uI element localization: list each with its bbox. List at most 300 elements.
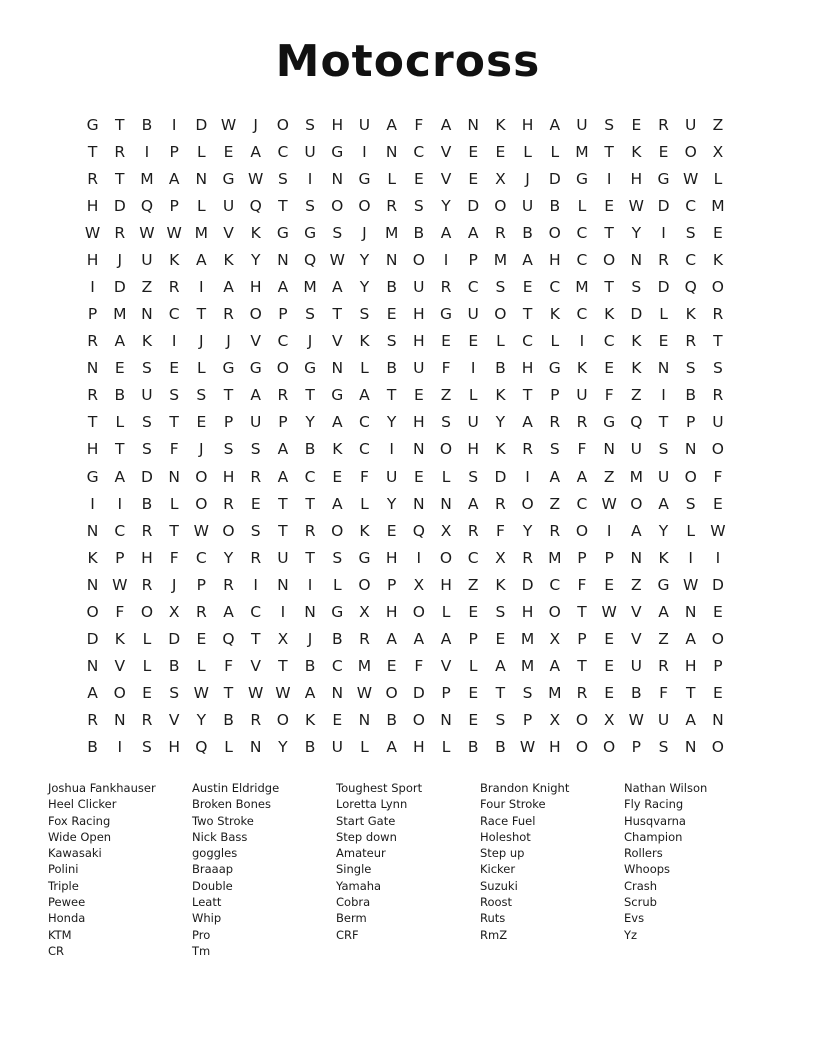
- grid-letter: U: [277, 548, 289, 567]
- word-list-item: Amateur: [336, 846, 386, 861]
- grid-letter: N: [440, 711, 452, 730]
- grid-letter: P: [115, 548, 125, 567]
- grid-letter: R: [114, 223, 126, 242]
- grid-letter: I: [606, 169, 612, 188]
- grid-letter: K: [223, 250, 234, 269]
- grid-letter: R: [87, 169, 98, 188]
- grid-letter: A: [277, 278, 289, 296]
- grid-letter: C: [250, 602, 262, 621]
- grid-letter: D: [86, 630, 99, 649]
- grid-letter: C: [576, 250, 588, 269]
- word-list-item: Step up: [480, 846, 525, 861]
- grid-letter: E: [196, 413, 207, 432]
- grid-letter: W: [601, 494, 617, 513]
- grid-letter: D: [630, 305, 643, 324]
- grid-letter: C: [359, 440, 370, 459]
- grid-letter: G: [276, 223, 289, 242]
- grid-letter: A: [331, 278, 343, 296]
- word-list-item: Nick Bass: [192, 829, 248, 844]
- grid-letter: N: [86, 657, 99, 676]
- grid-letter: U: [576, 115, 588, 134]
- grid-letter: E: [713, 602, 723, 621]
- grid-letter: C: [195, 548, 207, 567]
- grid-letter: B: [549, 196, 561, 215]
- grid-letter: K: [87, 548, 98, 567]
- grid-letter: H: [168, 738, 180, 757]
- word-list-item: CR: [48, 943, 65, 958]
- grid-letter: R: [440, 278, 452, 296]
- grid-letter: L: [142, 657, 152, 676]
- grid-letter: A: [304, 684, 316, 703]
- grid-letter: L: [577, 196, 587, 215]
- grid-letter: V: [440, 657, 452, 676]
- grid-letter: A: [386, 738, 397, 757]
- grid-letter: R: [549, 413, 561, 432]
- grid-letter: Q: [412, 521, 425, 540]
- grid-letter: L: [197, 142, 206, 161]
- word-list-item: Braaap: [192, 862, 234, 877]
- grid-letter: G: [575, 169, 588, 188]
- grid-letter: N: [358, 711, 371, 730]
- grid-letter: Y: [522, 521, 533, 540]
- grid-letter: H: [249, 278, 262, 296]
- grid-letter: T: [495, 684, 506, 703]
- grid-letter: F: [577, 575, 587, 594]
- grid-letter: R: [712, 386, 724, 405]
- grid-letter: R: [87, 332, 98, 351]
- grid-letter: N: [86, 521, 99, 540]
- word-list-item: Brandon Knight: [480, 781, 570, 795]
- grid-letter: H: [385, 602, 398, 621]
- grid-letter: U: [304, 142, 316, 161]
- grid-letter: V: [168, 711, 180, 730]
- grid-letter: O: [684, 142, 697, 161]
- grid-letter: C: [549, 575, 561, 594]
- grid-letter: O: [276, 359, 289, 378]
- grid-letter: P: [169, 196, 179, 215]
- grid-letter: H: [86, 250, 99, 269]
- grid-letter: W: [601, 602, 617, 621]
- grid-letter: F: [659, 684, 668, 703]
- grid-letter: R: [223, 305, 234, 324]
- grid-letter: V: [631, 630, 642, 649]
- grid-letter: A: [331, 413, 343, 432]
- grid-letter: B: [467, 738, 479, 757]
- grid-letter: W: [220, 115, 237, 134]
- grid-letter: T: [604, 223, 614, 242]
- word-list-item: Joshua Fankhauser: [48, 781, 156, 795]
- grid-letter: O: [439, 440, 453, 459]
- grid-letter: A: [658, 602, 669, 621]
- grid-letter: E: [142, 684, 152, 703]
- grid-letter: C: [114, 521, 126, 540]
- word-list: [48, 780, 788, 959]
- grid-letter: O: [494, 196, 507, 215]
- grid-letter: O: [684, 467, 697, 486]
- grid-letter: P: [713, 657, 723, 676]
- grid-letter: A: [250, 142, 262, 161]
- grid-letter: F: [169, 548, 179, 567]
- grid-letter: U: [685, 115, 697, 134]
- grid-letter: M: [575, 278, 589, 296]
- grid-letter: O: [276, 711, 289, 730]
- grid-letter: S: [305, 305, 316, 324]
- grid-letter: R: [467, 521, 479, 540]
- word-list-column: [624, 780, 768, 959]
- grid-letter: D: [412, 684, 425, 703]
- grid-letter: I: [443, 250, 449, 269]
- grid-letter: L: [360, 494, 369, 513]
- grid-letter: R: [522, 548, 533, 567]
- grid-letter: I: [307, 575, 313, 594]
- grid-letter: N: [413, 494, 425, 513]
- grid-letter: R: [576, 413, 588, 432]
- grid-letter: M: [113, 305, 127, 324]
- grid-letter: R: [223, 494, 234, 513]
- grid-letter: E: [522, 278, 533, 296]
- grid-letter: O: [412, 602, 425, 621]
- grid-letter: K: [685, 305, 696, 324]
- grid-letter: A: [223, 278, 234, 296]
- grid-letter: S: [631, 278, 642, 296]
- grid-letter: C: [576, 223, 588, 242]
- grid-letter: R: [685, 332, 697, 351]
- grid-letter: F: [414, 115, 424, 134]
- word-list-item: Start Gate: [336, 813, 396, 828]
- grid-letter: N: [141, 305, 153, 324]
- grid-letter: T: [577, 602, 587, 621]
- grid-letter: C: [576, 494, 588, 513]
- grid-letter: R: [87, 386, 98, 405]
- grid-letter: Z: [658, 630, 669, 649]
- word-list-column: [480, 780, 624, 959]
- grid-letter: S: [250, 440, 261, 459]
- grid-letter: B: [685, 386, 697, 405]
- grid-letter: Z: [603, 467, 615, 486]
- grid-letter: I: [117, 494, 123, 513]
- word-list-item: Four Stroke: [480, 797, 546, 812]
- grid-letter: R: [195, 602, 207, 621]
- grid-letter: I: [253, 575, 258, 594]
- grid-letter: L: [550, 142, 560, 161]
- grid-letter: M: [357, 657, 372, 676]
- grid-letter: I: [470, 359, 476, 378]
- grid-letter: A: [277, 440, 289, 459]
- grid-letter: O: [575, 738, 589, 757]
- grid-letter: U: [413, 359, 425, 378]
- grid-letter: R: [304, 521, 316, 540]
- grid-letter: S: [305, 196, 316, 215]
- grid-letter: E: [468, 684, 479, 703]
- grid-letter: O: [385, 684, 398, 703]
- grid-letter: U: [331, 738, 343, 757]
- grid-letter: G: [358, 169, 371, 188]
- grid-letter: T: [522, 386, 533, 405]
- grid-letter: D: [521, 575, 534, 594]
- grid-letter: L: [224, 738, 233, 757]
- grid-letter: U: [630, 440, 643, 459]
- grid-letter: O: [276, 115, 289, 134]
- grid-letter: O: [113, 684, 126, 703]
- word-list-item: Tm: [192, 943, 211, 958]
- grid-letter: W: [329, 250, 345, 269]
- grid-letter: T: [278, 657, 288, 676]
- grid-letter: H: [86, 196, 99, 215]
- word-list-item: Leatt: [192, 895, 222, 910]
- grid-letter: P: [87, 305, 98, 324]
- grid-letter: H: [440, 575, 452, 594]
- grid-letter: F: [169, 440, 179, 459]
- grid-letter: K: [604, 305, 615, 324]
- grid-letter: T: [278, 196, 288, 215]
- grid-letter: G: [304, 223, 317, 242]
- grid-letter: T: [685, 684, 696, 703]
- grid-letter: E: [713, 223, 723, 242]
- grid-letter: N: [684, 738, 697, 757]
- grid-letter: I: [606, 521, 612, 540]
- grid-letter: D: [657, 278, 670, 296]
- grid-letter: O: [711, 738, 724, 757]
- grid-letter: K: [495, 115, 506, 134]
- grid-letter: S: [142, 738, 152, 757]
- grid-letter: N: [331, 684, 344, 703]
- word-list-item: Single: [336, 862, 372, 877]
- grid-letter: T: [658, 413, 669, 432]
- grid-letter: K: [576, 359, 588, 378]
- word-list-item: Two Stroke: [192, 813, 254, 828]
- grid-letter: N: [304, 602, 316, 621]
- grid-letter: S: [549, 440, 560, 459]
- grid-letter: Z: [467, 575, 479, 594]
- grid-letter: T: [87, 413, 98, 432]
- grid-letter: I: [525, 467, 530, 486]
- grid-letter: M: [548, 684, 562, 703]
- grid-letter: O: [358, 196, 371, 215]
- grid-letter: N: [168, 467, 180, 486]
- grid-letter: T: [522, 305, 533, 324]
- grid-letter: T: [250, 630, 261, 649]
- grid-letter: T: [196, 305, 207, 324]
- grid-letter: P: [278, 413, 288, 432]
- grid-letter: E: [468, 602, 479, 621]
- grid-letter: A: [549, 467, 561, 486]
- grid-letter: R: [141, 575, 153, 594]
- grid-letter: I: [90, 494, 95, 513]
- grid-letter: A: [250, 386, 262, 405]
- grid-letter: X: [495, 169, 506, 188]
- grid-letter: G: [222, 169, 235, 188]
- grid-letter: E: [468, 142, 479, 161]
- grid-letter: K: [305, 711, 316, 730]
- grid-letter: C: [603, 332, 615, 351]
- grid-letter: N: [113, 711, 126, 730]
- word-list-item: Loretta Lynn: [336, 797, 408, 812]
- grid-letter: P: [577, 548, 587, 567]
- grid-letter: A: [549, 657, 561, 676]
- word-list-item: Cobra: [336, 895, 371, 910]
- grid-letter: E: [413, 386, 424, 405]
- grid-letter: H: [86, 440, 99, 459]
- grid-letter: O: [711, 440, 724, 459]
- grid-letter: H: [413, 332, 425, 351]
- grid-letter: R: [250, 548, 262, 567]
- grid-letter: S: [142, 413, 152, 432]
- grid-letter: L: [387, 169, 396, 188]
- grid-letter: O: [548, 223, 561, 242]
- grid-letter: G: [222, 359, 235, 378]
- grid-letter: G: [304, 359, 317, 378]
- grid-letter: E: [468, 711, 479, 730]
- grid-letter: B: [141, 494, 153, 513]
- word-list-item: Holeshot: [480, 829, 531, 844]
- grid-letter: T: [386, 386, 397, 405]
- word-list-column: [192, 780, 336, 959]
- grid-letter: U: [657, 467, 670, 486]
- grid-letter: A: [495, 657, 506, 676]
- grid-letter: O: [575, 711, 589, 730]
- grid-letter: V: [223, 223, 234, 242]
- grid-letter: K: [631, 142, 642, 161]
- word-list-item: Whoops: [624, 862, 671, 877]
- word-list-column: [48, 780, 192, 959]
- grid-letter: R: [141, 521, 153, 540]
- grid-letter: V: [631, 602, 642, 621]
- grid-letter: L: [142, 630, 152, 649]
- grid-letter: S: [685, 223, 696, 242]
- grid-letter: K: [114, 630, 125, 649]
- grid-letter: K: [631, 332, 642, 351]
- grid-letter: W: [248, 169, 264, 188]
- word-list-item: Suzuki: [480, 878, 518, 893]
- grid-letter: V: [331, 332, 343, 351]
- grid-letter: G: [249, 359, 262, 378]
- grid-letter: M: [520, 657, 535, 676]
- grid-letter: L: [441, 467, 451, 486]
- grid-letter: R: [576, 684, 588, 703]
- word-list-item: goggles: [192, 846, 238, 861]
- grid-letter: A: [331, 494, 343, 513]
- grid-letter: S: [413, 196, 424, 215]
- grid-letter: O: [358, 575, 371, 594]
- grid-letter: P: [577, 630, 587, 649]
- grid-letter: A: [196, 250, 207, 269]
- grid-letter: J: [226, 332, 231, 351]
- word-list-item: Polini: [48, 862, 79, 877]
- grid-letter: B: [386, 278, 397, 296]
- grid-letter: O: [195, 494, 208, 513]
- grid-letter: R: [250, 711, 262, 730]
- grid-letter: O: [575, 521, 589, 540]
- grid-letter: R: [87, 711, 98, 730]
- grid-letter: X: [168, 602, 180, 621]
- grid-letter: I: [715, 548, 721, 567]
- grid-letter: X: [413, 575, 425, 594]
- grid-letter: Y: [386, 413, 397, 432]
- grid-letter: E: [386, 657, 397, 676]
- grid-letter: O: [630, 494, 643, 513]
- grid-letter: V: [440, 142, 452, 161]
- grid-letter: S: [604, 115, 615, 134]
- grid-letter: M: [303, 278, 317, 296]
- grid-letter: M: [711, 196, 725, 215]
- grid-letter: R: [495, 494, 506, 513]
- grid-letter: X: [277, 630, 289, 649]
- grid-letter: E: [250, 494, 261, 513]
- grid-letter: U: [141, 250, 153, 269]
- grid-letter: N: [277, 575, 289, 594]
- grid-letter: Y: [386, 494, 397, 513]
- grid-letter: R: [495, 223, 506, 242]
- grid-letter: Z: [141, 278, 153, 296]
- grid-letter: B: [304, 440, 316, 459]
- grid-letter: H: [467, 440, 480, 459]
- grid-letter: D: [113, 278, 126, 296]
- grid-letter: S: [386, 332, 397, 351]
- grid-letter: E: [604, 575, 615, 594]
- grid-letter: Y: [305, 413, 315, 432]
- grid-letter: L: [169, 494, 179, 513]
- grid-letter: Y: [658, 521, 669, 540]
- grid-letter: N: [630, 548, 643, 567]
- grid-letter: O: [331, 196, 344, 215]
- grid-letter: P: [223, 413, 234, 432]
- grid-letter: S: [495, 711, 506, 730]
- grid-letter: F: [414, 657, 424, 676]
- grid-letter: U: [467, 305, 479, 324]
- grid-letter: C: [331, 657, 343, 676]
- grid-letter: E: [631, 115, 642, 134]
- grid-letter: T: [223, 684, 234, 703]
- grid-letter: G: [440, 305, 453, 324]
- grid-letter: L: [686, 521, 696, 540]
- grid-letter: Q: [249, 196, 262, 215]
- grid-letter: I: [90, 278, 95, 296]
- grid-letter: M: [384, 223, 399, 242]
- word-list-item: Whip: [192, 911, 222, 926]
- grid-letter: N: [195, 169, 208, 188]
- grid-letter: A: [467, 494, 479, 513]
- grid-letter: G: [86, 467, 99, 486]
- grid-letter: U: [657, 711, 670, 730]
- grid-letter: G: [86, 115, 99, 134]
- grid-letter: M: [493, 250, 508, 269]
- grid-letter: D: [494, 467, 507, 486]
- grid-letter: Y: [196, 711, 207, 730]
- grid-letter: O: [140, 602, 154, 621]
- grid-letter: X: [603, 711, 615, 730]
- grid-letter: K: [359, 521, 370, 540]
- grid-letter: Y: [495, 413, 506, 432]
- grid-letter: E: [169, 359, 180, 378]
- grid-letter: O: [86, 602, 99, 621]
- grid-letter: H: [630, 169, 643, 188]
- word-list-item: Nathan Wilson: [624, 781, 708, 795]
- grid-letter: T: [223, 386, 234, 405]
- grid-letter: S: [658, 440, 669, 459]
- grid-letter: D: [141, 467, 153, 486]
- grid-letter: P: [468, 630, 478, 649]
- grid-letter: V: [250, 332, 262, 351]
- grid-letter: L: [197, 657, 206, 676]
- grid-letter: J: [171, 575, 177, 594]
- grid-letter: J: [525, 169, 530, 188]
- grid-letter: R: [549, 521, 561, 540]
- grid-letter: U: [141, 386, 153, 405]
- grid-letter: K: [169, 250, 180, 269]
- grid-letter: A: [522, 413, 533, 432]
- grid-letter: T: [604, 142, 614, 161]
- grid-letter: E: [114, 359, 125, 378]
